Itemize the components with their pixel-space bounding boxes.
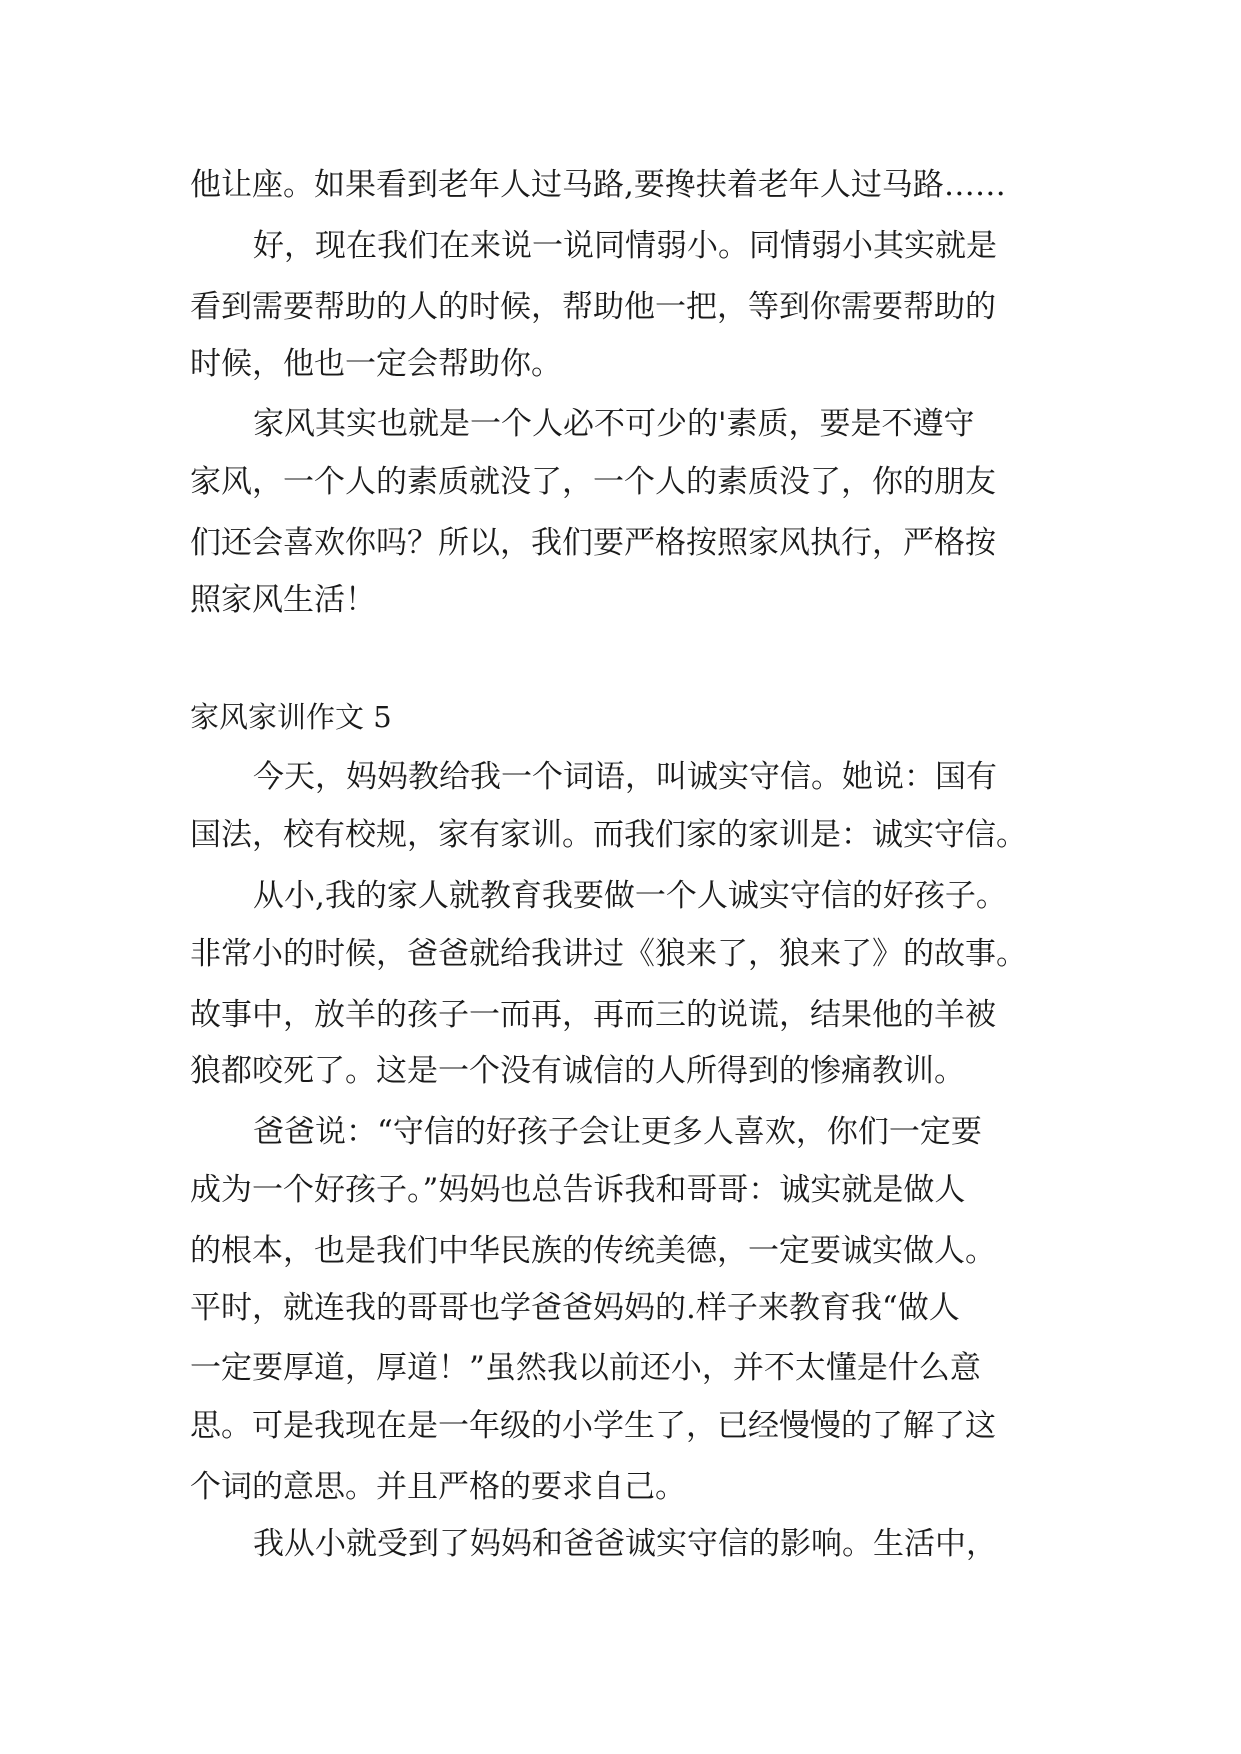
paragraph-line: 我从小就受到了妈妈和爸爸诚实守信的影响。生活中， (253, 1526, 997, 1562)
paragraph-line: 他让座。如果看到老年人过马路,要搀扶着老年人过马路…… (190, 167, 1006, 203)
section-heading: 家风家训作文 5 (190, 700, 392, 734)
paragraph-line: 故事中，放羊的孩子一而再，再而三的说谎，结果他的羊被 (190, 997, 996, 1033)
paragraph-line: 爸爸说：“守信的好孩子会让更多人喜欢，你们一定要 (253, 1114, 982, 1150)
paragraph-line: 思。可是我现在是一年级的小学生了，已经慢慢的了解了这 (190, 1408, 996, 1444)
paragraph-line: 照家风生活！ (190, 582, 376, 618)
paragraph-line: 成为一个好孩子。”妈妈也总告诉我和哥哥：诚实就是做人 (190, 1172, 966, 1208)
paragraph-line: 平时，就连我的哥哥也学爸爸妈妈的.样子来教育我“做人 (190, 1290, 960, 1326)
paragraph-line: 家风其实也就是一个人必不可少的'素质，要是不遵守 (253, 406, 975, 442)
paragraph-line: 非常小的时候，爸爸就给我讲过《狼来了，狼来了》的故事。 (190, 936, 1027, 972)
paragraph-line: 从小,我的家人就教育我要做一个人诚实守信的好孩子。 (253, 878, 1007, 914)
paragraph-line: 们还会喜欢你吗？所以，我们要严格按照家风执行，严格按 (190, 525, 996, 561)
paragraph-line: 国法，校有校规，家有家训。而我们家的家训是：诚实守信。 (190, 817, 1027, 853)
paragraph-line: 今天，妈妈教给我一个词语，叫诚实守信。她说：国有 (253, 759, 997, 795)
paragraph-line: 个词的意思。并且严格的要求自己。 (190, 1469, 686, 1505)
paragraph-line: 时候，他也一定会帮助你。 (190, 346, 562, 382)
paragraph-line: 狼都咬死了。这是一个没有诚信的人所得到的惨痛教训。 (190, 1053, 965, 1089)
paragraph-line: 看到需要帮助的人的时候，帮助他一把，等到你需要帮助的 (190, 289, 996, 325)
paragraph-line: 一定要厚道，厚道！”虽然我以前还小，并不太懂是什么意 (190, 1350, 981, 1386)
paragraph-line: 好，现在我们在来说一说同情弱小。同情弱小其实就是 (253, 228, 997, 264)
paragraph-line: 家风，一个人的素质就没了，一个人的素质没了，你的朋友 (190, 464, 996, 500)
paragraph-line: 的根本，也是我们中华民族的传统美德，一定要诚实做人。 (190, 1233, 996, 1269)
